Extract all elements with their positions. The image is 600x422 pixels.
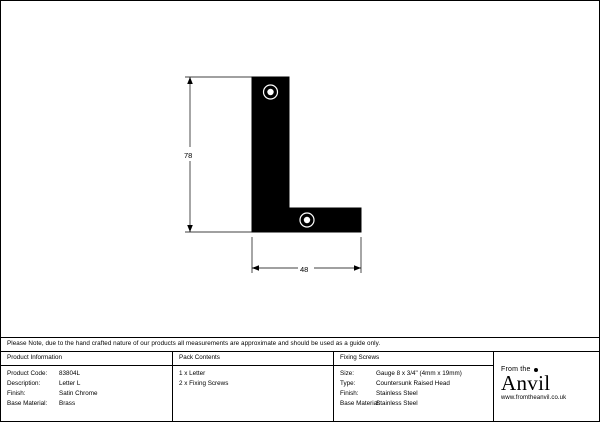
base-material-label: Base Material: [7, 400, 48, 407]
product-information-column [1, 352, 173, 422]
base-material-value: Brass [59, 400, 76, 407]
screw-type-value: Countersunk Raised Head [376, 380, 450, 387]
fixing-screws-heading: Fixing Screws [340, 354, 380, 361]
table-row [340, 389, 491, 399]
screw-type-label: Type: [340, 380, 356, 387]
measurement-note-bar [1, 337, 600, 352]
technical-drawing [1, 1, 600, 337]
product-information-heading: Product Information [7, 354, 62, 361]
vertical-dimension [182, 77, 252, 232]
product-code-label: Product Code: [7, 370, 48, 377]
table-row [340, 369, 491, 379]
screw-size-label: Size: [340, 370, 354, 377]
fixing-screws-column [334, 352, 494, 422]
column-divider [173, 365, 333, 366]
brand-logo-column [494, 352, 600, 422]
screw-finish-value: Stainless Steel [376, 390, 418, 397]
screw-base-material-value: Stainless Steel [376, 400, 418, 407]
table-row [7, 389, 170, 399]
column-divider [1, 365, 172, 366]
measurement-note-text: Please Note, due to the hand crafted nature of our products all measurements are approximate and should be used as a guide only. [7, 340, 381, 347]
table-row [7, 379, 170, 389]
finish-label: Finish: [7, 390, 26, 397]
description-value: Letter L [59, 380, 81, 387]
vertical-dimension-label: 78 [184, 151, 193, 160]
table-row [340, 399, 491, 409]
description-label: Description: [7, 380, 41, 387]
logo-tagline-text: From the [501, 366, 531, 373]
finish-value: Satin Chrome [59, 390, 98, 397]
screw-size-value: Gauge 8 x 3/4" (4mm x 19mm) [376, 370, 462, 377]
table-row [7, 399, 170, 409]
horizontal-dimension-label: 48 [300, 265, 309, 274]
letter-shape [252, 77, 361, 232]
product-code-value: 83804L [59, 370, 81, 377]
brand-logo [494, 352, 600, 422]
column-divider [334, 365, 493, 366]
logo-brand-name: Anvil [501, 371, 551, 395]
list-item: 2 x Fixing Screws [179, 380, 229, 387]
pack-contents-column [173, 352, 334, 422]
screw-base-material-label: Base Material: [340, 400, 381, 407]
table-row [7, 369, 170, 379]
logo-website-url: www.fromtheanvil.co.uk [501, 395, 567, 401]
screw-finish-label: Finish: [340, 390, 359, 397]
pack-contents-heading: Pack Contents [179, 354, 220, 361]
list-item: 1 x Letter [179, 370, 206, 377]
spec-table [1, 352, 600, 422]
table-row [340, 379, 491, 389]
